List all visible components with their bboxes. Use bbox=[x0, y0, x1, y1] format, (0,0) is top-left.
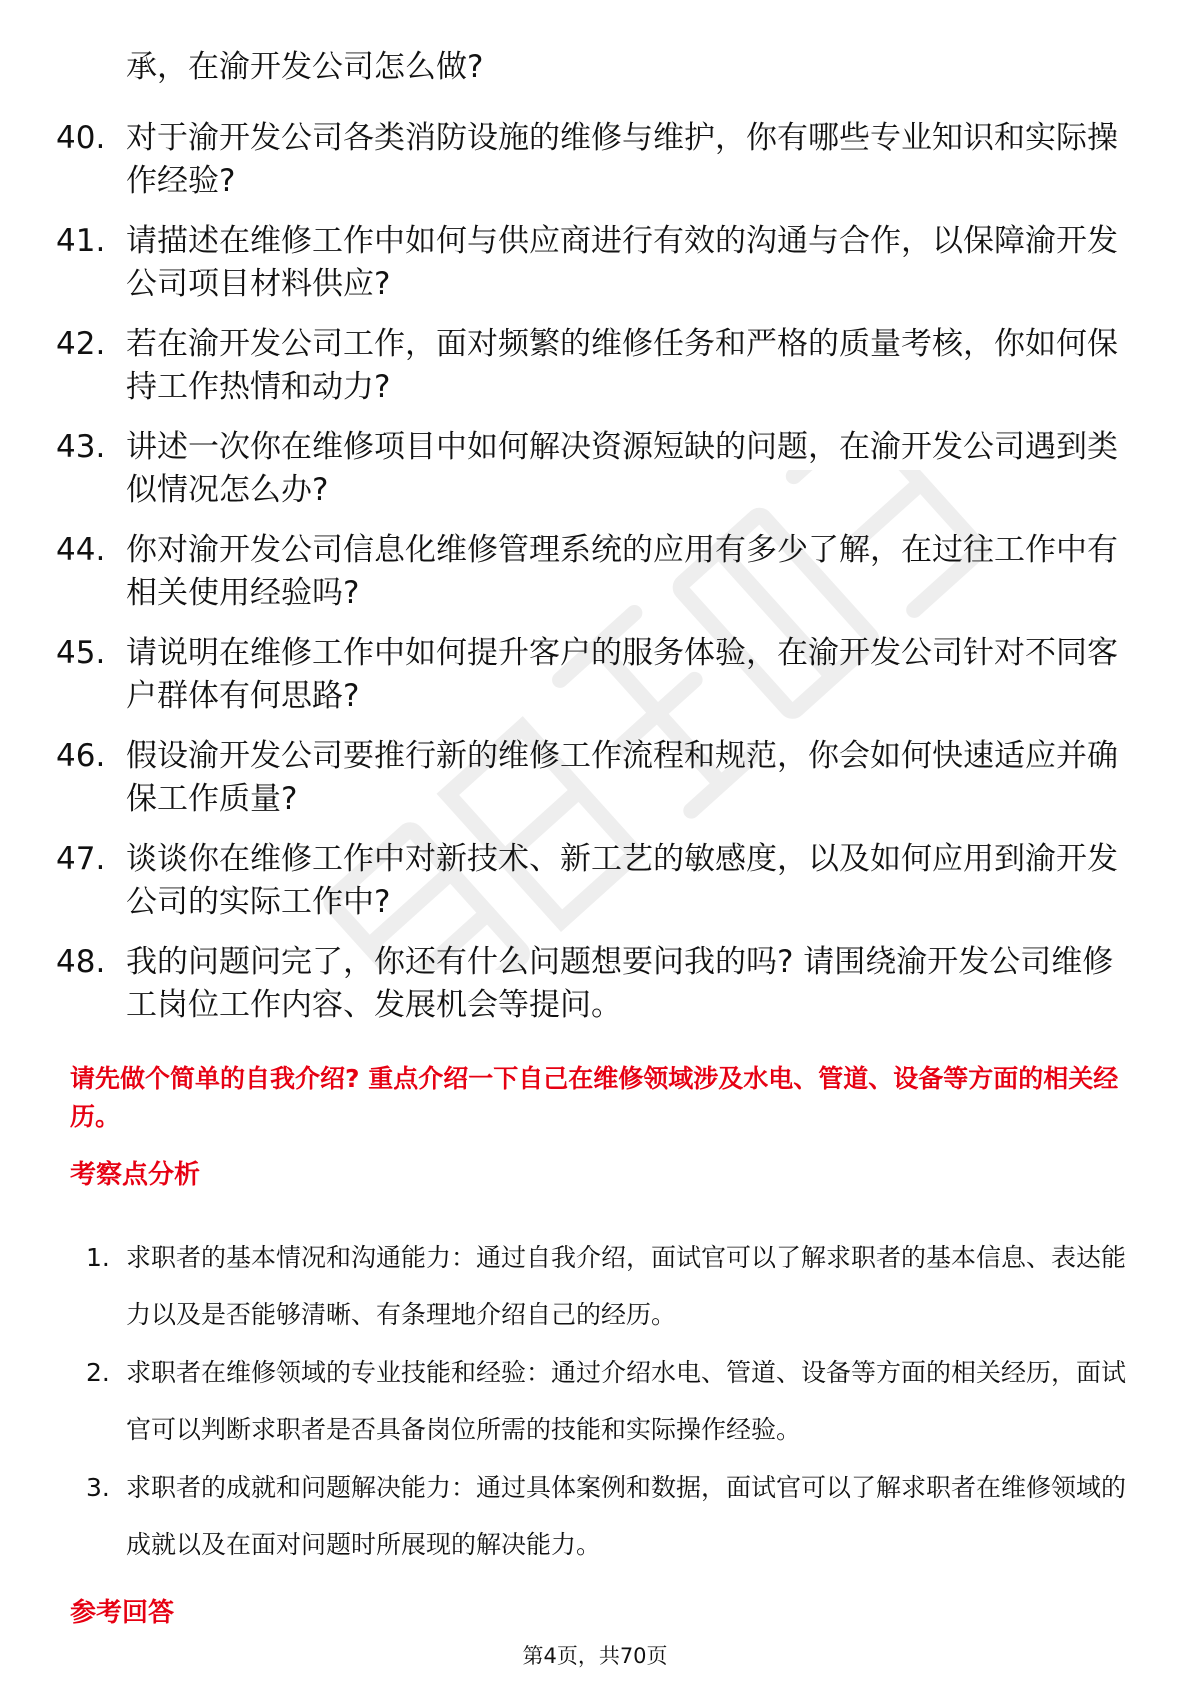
question-text: 谈谈你在维修工作中对新技术、新工艺的敏感度，以及如何应用到渝开发公司的实际工作中? bbox=[126, 841, 1118, 920]
question-text: 请说明在维修工作中如何提升客户的服务体验，在渝开发公司针对不同客户群体有何思路? bbox=[126, 635, 1118, 714]
analysis-item bbox=[76, 1229, 1131, 1343]
analysis-number: 2. bbox=[86, 1358, 110, 1387]
question-number: 46. bbox=[56, 738, 106, 774]
analysis-item bbox=[76, 1344, 1131, 1458]
analysis-text: 求职者的成就和问题解决能力：通过具体案例和数据，面试官可以了解求职者在维修领域的成就以及在面对问题时所展现的解决能力。 bbox=[126, 1473, 1127, 1559]
question-text: 你对渝开发公司信息化维修管理系统的应用有多少了解，在过往工作中有相关使用经验吗? bbox=[126, 532, 1118, 611]
question-number: 42. bbox=[56, 326, 106, 362]
question-text: 假设渝开发公司要推行新的维修工作流程和规范，你会如何快速适应并确保工作质量? bbox=[126, 738, 1118, 817]
question-number: 43. bbox=[56, 429, 106, 465]
analysis-heading: 考察点分析 bbox=[70, 1160, 201, 1190]
question-text: 对于渝开发公司各类消防设施的维修与维护，你有哪些专业知识和实际操作经验? bbox=[126, 120, 1118, 199]
question-item bbox=[56, 838, 1136, 924]
question-text: 请描述在维修工作中如何与供应商进行有效的沟通与合作，以保障渝开发公司项目材料供应? bbox=[126, 223, 1118, 302]
analysis-list bbox=[76, 1229, 1131, 1574]
question-number: 48. bbox=[56, 944, 106, 980]
highlighted-question: 请先做个简单的自我介绍? 重点介绍一下自己在维修领域涉及水电、管道、设备等方面的相关经历。 bbox=[70, 1064, 1119, 1131]
question-text: 我的问题问完了，你还有什么问题想要问我的吗? 请围绕渝开发公司维修工岗位工作内容、发展机会等提问。 bbox=[126, 944, 1114, 1023]
question-number: 41. bbox=[56, 223, 106, 259]
analysis-item bbox=[76, 1459, 1131, 1573]
question-number: 40. bbox=[56, 120, 106, 156]
analysis-number: 1. bbox=[86, 1243, 110, 1272]
question-number: 47. bbox=[56, 841, 106, 877]
continued-question-text: 承，在渝开发公司怎么做? bbox=[126, 49, 484, 85]
page-footer: 第4页，共70页 bbox=[522, 1644, 668, 1668]
question-item bbox=[56, 323, 1136, 409]
question-item bbox=[56, 529, 1136, 615]
question-item bbox=[56, 117, 1136, 203]
question-item bbox=[56, 735, 1136, 821]
analysis-text: 求职者在维修领域的专业技能和经验：通过介绍水电、管道、设备等方面的相关经历，面试官可以判断求职者是否具备岗位所需的技能和实际操作经验。 bbox=[126, 1358, 1127, 1444]
question-number: 45. bbox=[56, 635, 106, 671]
question-text: 若在渝开发公司工作，面对频繁的维修任务和严格的质量考核，你如何保持工作热情和动力? bbox=[126, 326, 1118, 405]
question-item bbox=[56, 632, 1136, 718]
question-number: 44. bbox=[56, 532, 106, 568]
question-text: 讲述一次你在维修项目中如何解决资源短缺的问题，在渝开发公司遇到类似情况怎么办? bbox=[126, 429, 1118, 508]
question-item bbox=[56, 220, 1136, 306]
question-list bbox=[56, 117, 1136, 1044]
analysis-text: 求职者的基本情况和沟通能力：通过自我介绍，面试官可以了解求职者的基本信息、表达能力以及是否能够清晰、有条理地介绍自己的经历。 bbox=[126, 1243, 1127, 1329]
question-item bbox=[56, 426, 1136, 512]
analysis-number: 3. bbox=[86, 1473, 110, 1502]
answer-heading: 参考回答 bbox=[70, 1598, 175, 1628]
question-item bbox=[56, 941, 1136, 1027]
